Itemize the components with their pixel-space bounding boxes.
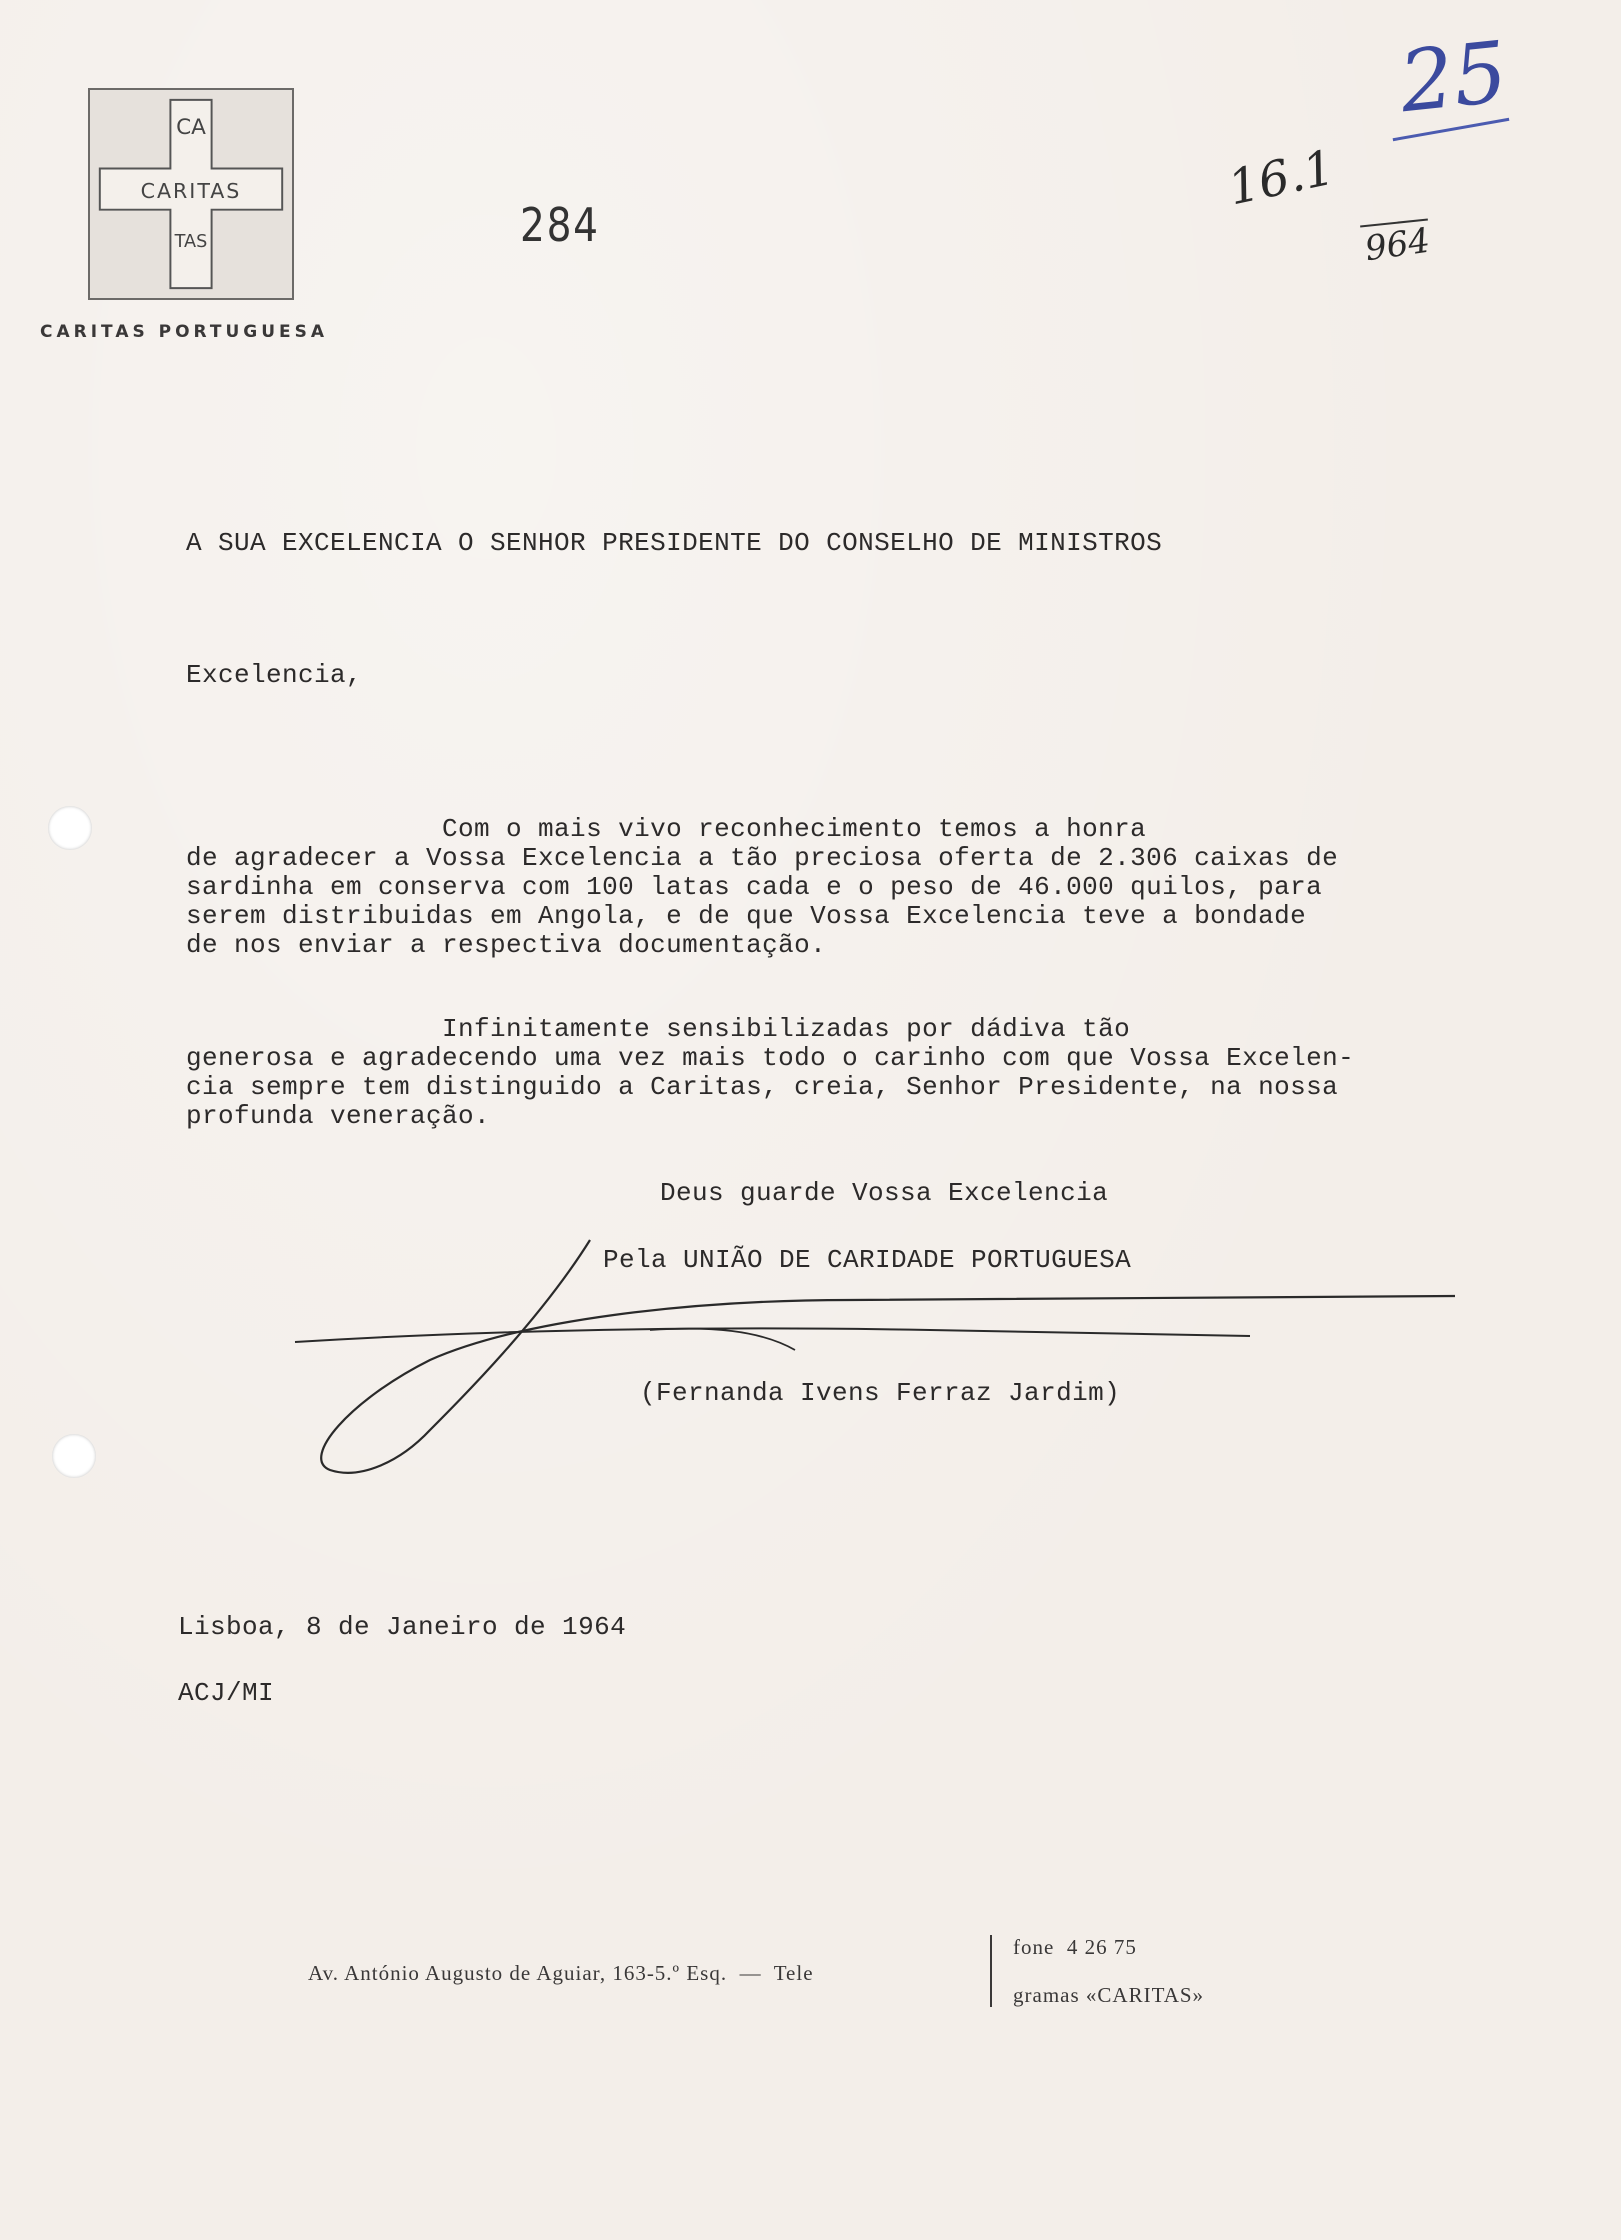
paragraph-line: sardinha em conserva com 100 latas cada e o peso de 46.000 quilos, para bbox=[186, 872, 1323, 902]
paragraph-line: profunda veneração. bbox=[186, 1101, 491, 1131]
handwritten-year: 964 bbox=[1362, 220, 1433, 270]
paragraph-line: Com o mais vivo reconhecimento temos a honra bbox=[186, 814, 1147, 844]
handwritten-date: 16.1 bbox=[1223, 139, 1340, 217]
recipient-line: A SUA EXCELENCIA O SENHOR PRESIDENTE DO CONSELHO DE MINISTROS bbox=[186, 528, 1163, 558]
footer-contact bbox=[308, 1935, 1205, 2085]
paragraph-line: generosa e agradecendo uma vez mais todo o carinho com que Vossa Excelen- bbox=[186, 1043, 1355, 1073]
paragraph-line: cia sempre tem distinguido a Caritas, creia, Senhor Presidente, na nossa bbox=[186, 1072, 1339, 1102]
salutation: Excelencia, bbox=[186, 660, 363, 690]
footer-telegram: gramas «CARITAS» bbox=[1013, 1983, 1205, 2007]
paragraph-line: serem distribuidas em Angola, e de que Vossa Excelencia teve a bondade bbox=[186, 901, 1307, 931]
footer-brace bbox=[990, 1935, 1002, 2007]
handwritten-folio: 25 bbox=[1395, 22, 1512, 132]
punch-hole bbox=[48, 806, 92, 850]
logo-text-horizontal: CARITAS bbox=[140, 178, 242, 203]
footer-phone: fone 4 26 75 bbox=[1013, 1935, 1137, 1959]
on-behalf-line: Pela UNIÃO DE CARIDADE PORTUGUESA bbox=[603, 1245, 1132, 1275]
cross-logo-icon bbox=[90, 90, 292, 298]
punch-hole bbox=[52, 1434, 96, 1478]
footer-address: Av. António Augusto de Aguiar, 163-5.º Esq. — Tele bbox=[308, 1961, 814, 1985]
caritas-logo bbox=[88, 88, 294, 300]
paragraph-2 bbox=[186, 1015, 1506, 1131]
logo-text-vertical-top: CA bbox=[176, 115, 206, 141]
closing-line: Deus guarde Vossa Excelencia bbox=[660, 1178, 1109, 1208]
paragraph-line: de agradecer a Vossa Excelencia a tão preciosa oferta de 2.306 caixas de bbox=[186, 843, 1339, 873]
signature-scribble bbox=[290, 1230, 1470, 1480]
paragraph-1 bbox=[186, 815, 1506, 960]
reference-number: 284 bbox=[520, 198, 600, 252]
reference-initials: ACJ/MI bbox=[178, 1678, 275, 1708]
signatory-name: (Fernanda Ivens Ferraz Jardim) bbox=[640, 1378, 1121, 1408]
place-date: Lisboa, 8 de Janeiro de 1964 bbox=[178, 1612, 627, 1642]
org-name: CARITAS PORTUGUESA bbox=[40, 322, 329, 342]
logo-text-vertical-bottom: TAS bbox=[174, 231, 208, 252]
paragraph-line: Infinitamente sensibilizadas por dádiva tão bbox=[186, 1014, 1131, 1044]
paragraph-line: de nos enviar a respectiva documentação. bbox=[186, 930, 827, 960]
